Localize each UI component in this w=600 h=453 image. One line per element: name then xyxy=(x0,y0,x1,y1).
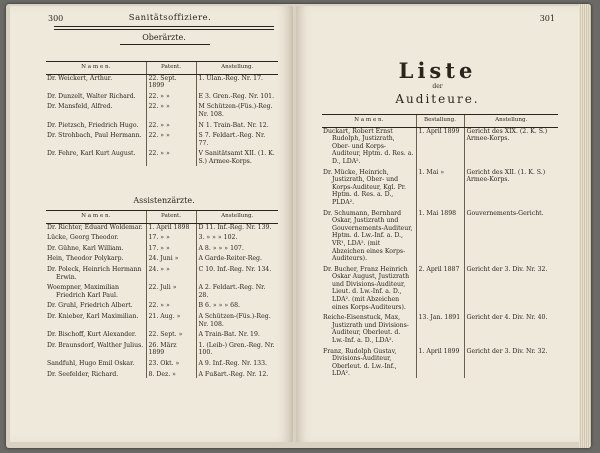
cell-post: M Schützen-(Füs.)-Reg. Nr. 108. xyxy=(196,100,278,118)
table-row xyxy=(322,207,558,263)
col-header-post: Anstellung. xyxy=(196,62,278,75)
table-row xyxy=(46,281,278,299)
cell-post: S 7. Feldart.-Reg. Nr. 77. xyxy=(196,129,278,147)
section-rule xyxy=(120,44,210,45)
page-title: Liste xyxy=(398,58,477,83)
cell-name: Duckart, Robert Ernst Rudolph, Justizrath, Ober- und Korps-Auditeur, Hptm. d. Res. a. D., LDA². xyxy=(323,127,414,165)
assistenzaerzte-table xyxy=(46,210,278,378)
cell-post: D 11. Inf.-Reg. Nr. 139. xyxy=(196,223,278,231)
cell-name: Dr. Fehre, Karl Kurt August. xyxy=(47,150,136,158)
table-row xyxy=(46,74,278,90)
cell-name: Dr. Gühne, Karl William. xyxy=(47,244,124,252)
table-row xyxy=(322,345,558,378)
col-header-date: Bestallung. xyxy=(416,115,464,128)
cell-post: B 6. » » » 68. xyxy=(196,299,278,310)
cell-patent: 21. Aug. » xyxy=(146,310,196,328)
cell-patent: 22. » » xyxy=(146,299,196,310)
cell-post: A Train-Bat. Nr. 19. xyxy=(196,328,278,339)
cell-name: Dr. Schumann, Bernhard Oskar, Justizrath und Gouvernements-Auditeur, Hptm. d. Lw.-Inf. a. D., VR¹, LDA². (mit Abzeichen eines Korps-Auditeurs). xyxy=(323,209,413,263)
cell-name: Dr. Braunsdorf, Walther Julius. xyxy=(47,341,144,349)
cell-post: V Sanitätsamt XII. (1. K. S.) Armee-Korps. xyxy=(196,147,278,165)
cell-name: Dr. Seefelder, Richard. xyxy=(47,370,119,378)
cell-post: A Fußart.-Reg. Nr. 12. xyxy=(196,368,278,379)
cell-post: 3. » » » 102. xyxy=(196,231,278,242)
cell-post: A 2. Feldart.-Reg. Nr. 28. xyxy=(196,281,278,299)
table-row xyxy=(46,119,278,130)
auditeure-table xyxy=(322,114,558,378)
table-row xyxy=(322,263,558,312)
table-row xyxy=(322,127,558,165)
section-heading-oberaerzte: Oberärzte. xyxy=(142,33,186,42)
page-subtitle: Auditeure. xyxy=(395,92,480,106)
cell-name: Dr. Bischoff, Kurt Alexander. xyxy=(47,331,137,339)
cell-patent: 22. Juli » xyxy=(146,281,196,299)
cell-patent: 24. Juni » xyxy=(146,252,196,263)
cell-date: 1. Mai 1898 xyxy=(416,207,464,263)
cell-name: Dr. Knieber, Karl Maximilian. xyxy=(47,312,139,320)
cell-patent: 17. » » xyxy=(146,242,196,253)
cell-name: Dr. Gruhl, Friedrich Albert. xyxy=(47,302,133,310)
cell-patent: 26. März 1899 xyxy=(146,339,196,357)
cell-patent: 22. Sept. 1899 xyxy=(146,74,196,90)
cell-post: Gericht des XII. (1. K. S.) Armee-Korps. xyxy=(464,166,558,207)
cell-name: Dr. Strohbach, Paul Hermann. xyxy=(47,132,142,140)
cell-patent: 22. » » xyxy=(146,129,196,147)
left-page xyxy=(10,6,293,442)
cell-name: Dr. Poleck, Heinrich Hermann Erwin. xyxy=(47,265,142,281)
cell-patent: 22. » » xyxy=(146,100,196,118)
table-row xyxy=(46,263,278,281)
cell-post: E 3. Gren.-Reg. Nr. 101. xyxy=(196,90,278,101)
running-head: Sanitätsoffiziere. xyxy=(128,13,212,23)
cell-post: Gericht der 3. Div. Nr. 32. xyxy=(464,263,558,312)
cell-name: Dr. Dunzelt, Walter Richard. xyxy=(47,92,136,100)
cell-patent: 24. » » xyxy=(146,263,196,281)
col-header-name: N a m e n. xyxy=(322,115,416,128)
page-number: 300 xyxy=(48,14,64,23)
table-row xyxy=(46,310,278,328)
oberaerzte-table xyxy=(46,61,278,166)
cell-date: 1. Mai » xyxy=(416,166,464,207)
table-row xyxy=(46,90,278,101)
cell-name: Dr. Pietzsch, Friedrich Hugo. xyxy=(47,121,139,129)
rule-top xyxy=(54,26,274,30)
table-row xyxy=(46,100,278,118)
cell-name: Reiche-Eisenstuck, Max, Justizrath und Divisions-Auditeur, Oberleut. d. Lw.-Inf. a. D., LDA². xyxy=(323,314,409,345)
cell-post: Gouvernements-Gericht. xyxy=(464,207,558,263)
page-title-der: der xyxy=(432,83,443,90)
table-row xyxy=(322,311,558,344)
cell-name: Sandfuhl, Hugo Emil Oskar. xyxy=(47,359,135,367)
cell-name: Lücke, Georg Theodor. xyxy=(47,234,119,242)
cell-post: A Garde-Reiter-Reg. xyxy=(196,252,278,263)
cell-patent: 22. Sept. » xyxy=(146,328,196,339)
cell-name: Dr. Mansfeld, Alfred. xyxy=(47,103,113,111)
cell-name: Dr. Weickert, Arthur. xyxy=(47,74,113,82)
cell-patent: 22. » » xyxy=(146,147,196,165)
cell-patent: 17. » » xyxy=(146,231,196,242)
cell-name: Hein, Theodor Polykarp. xyxy=(47,255,124,263)
cell-name: Woempner, Maximilian Friedrich Karl Paul. xyxy=(47,284,119,299)
table-row xyxy=(322,166,558,207)
col-header-patent: Patent. xyxy=(146,211,196,224)
cell-post: A 9. Inf.-Reg. Nr. 133. xyxy=(196,357,278,368)
cell-patent: 1. April 1898 xyxy=(146,223,196,231)
page-number: 301 xyxy=(539,14,555,23)
cell-date: 1. April 1899 xyxy=(416,127,464,165)
table-row xyxy=(46,242,278,253)
table-row xyxy=(46,299,278,310)
cell-post: A 8. » » » 107. xyxy=(196,242,278,253)
table-row xyxy=(46,252,278,263)
cell-date: 1. April 1899 xyxy=(416,345,464,378)
page-edge xyxy=(579,4,591,448)
cell-post: Gericht der 4. Div. Nr. 40. xyxy=(464,311,558,344)
table-row xyxy=(46,231,278,242)
table-row xyxy=(46,328,278,339)
open-book xyxy=(6,4,591,448)
right-page xyxy=(296,6,579,442)
cell-post: 1. Ulan.-Reg. Nr. 17. xyxy=(196,74,278,90)
col-header-patent: Patent. xyxy=(146,62,196,75)
cell-post: C 10. Inf.-Reg. Nr. 134. xyxy=(196,263,278,281)
cell-patent: 8. Dez. » xyxy=(146,368,196,379)
col-header-post: Anstellung. xyxy=(464,115,558,128)
table-row xyxy=(46,129,278,147)
cell-name: Dr. Bucher, Franz Heinrich Oskar August, Justizrath und Divisions-Auditeur, Lieut. d. Lw.-Inf. a. D., LDA². (mit Abzeichen eines Korps-Auditeurs). xyxy=(323,265,410,311)
cell-name: Franz, Rudolph Gustav, Divisions-Auditeur, Oberleut. d. Lw.-Inf., LDA². xyxy=(323,347,397,378)
cell-post: A Schützen-(Füs.)-Reg. Nr. 108. xyxy=(196,310,278,328)
section-heading-assistenzaerzte: Assistenzärzte. xyxy=(133,196,195,205)
table-row xyxy=(46,368,278,379)
cell-post: Gericht des XIX. (2. K. S.) Armee-Korps. xyxy=(464,127,558,165)
cell-name: Dr. Mücke, Heinrich, Justizrath, Ober- und Korps-Auditeur, Kgl. Pr. Hptm. d. Res. a. D., PLDA². xyxy=(323,168,407,206)
cell-post: N 1. Train-Bat. Nr. 12. xyxy=(196,119,278,130)
table-row xyxy=(46,147,278,165)
cell-patent: 23. Okt. » xyxy=(146,357,196,368)
col-header-name: N a m e n. xyxy=(46,211,146,224)
table-row xyxy=(46,223,278,231)
cell-patent: 22. » » xyxy=(146,119,196,130)
col-header-post: Anstellung. xyxy=(196,211,278,224)
cell-post: Gericht der 3. Div. Nr. 32. xyxy=(464,345,558,378)
table-row xyxy=(46,339,278,357)
cell-date: 2. April 1887 xyxy=(416,263,464,312)
col-header-name: N a m e n. xyxy=(46,62,146,75)
cell-name: Dr. Richter, Eduard Woldemar. xyxy=(47,223,143,231)
cell-patent: 22. » » xyxy=(146,90,196,101)
cell-date: 13. Jan. 1891 xyxy=(416,311,464,344)
table-row xyxy=(46,357,278,368)
cell-post: 1. (Leib-) Gren.-Reg. Nr. 100. xyxy=(196,339,278,357)
